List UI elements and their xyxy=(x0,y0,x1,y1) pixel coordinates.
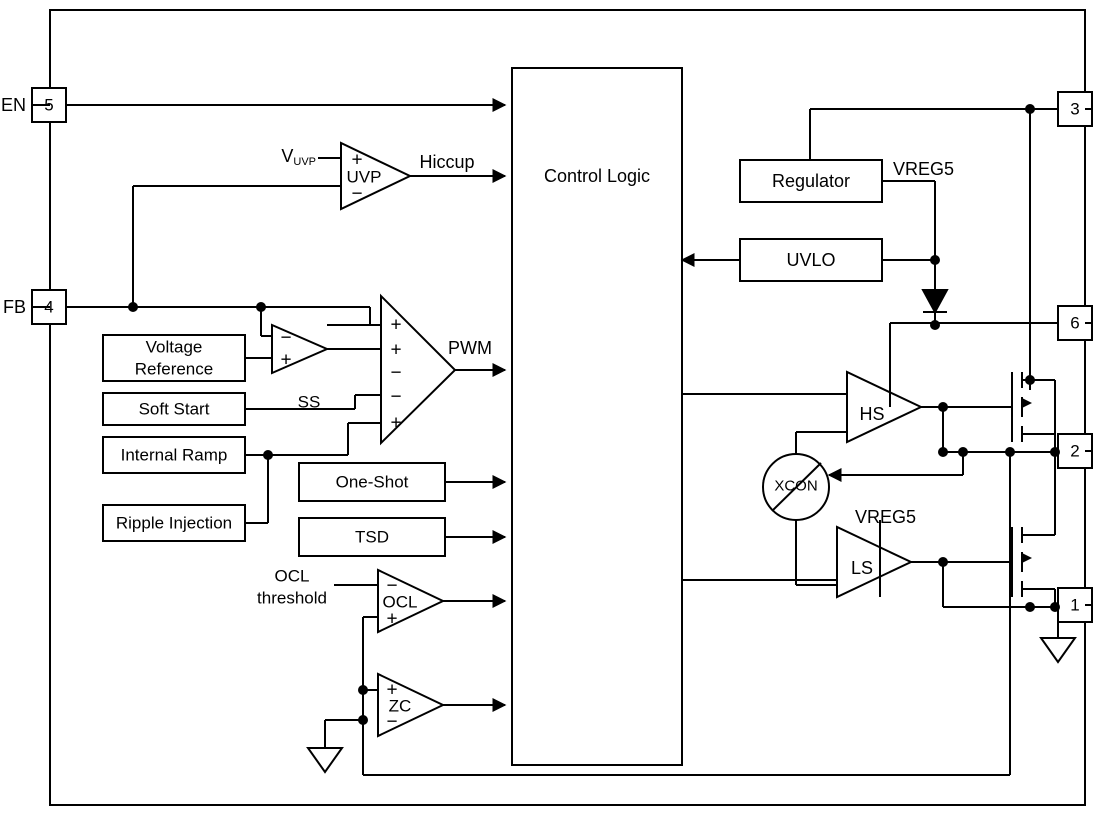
junction-vin xyxy=(1025,104,1035,114)
pin-label-en: EN xyxy=(0,94,26,115)
one-shot-label: One-Shot xyxy=(335,472,409,492)
pwm-plus-1: + xyxy=(390,314,402,336)
junction-fb xyxy=(128,302,138,312)
voltage-reference-label-line2: Reference xyxy=(134,359,214,379)
vreg5-ls-label: VREG5 xyxy=(855,506,917,527)
ls-label: LS xyxy=(850,557,874,578)
control-logic-label: Control Logic xyxy=(543,165,651,186)
ripple-injection-label: Ripple Injection xyxy=(115,513,233,533)
junction-vreg5-uvlo xyxy=(930,255,940,265)
pin-number-4[interactable]: 4 xyxy=(44,297,54,317)
zc-plus-sign: + xyxy=(386,679,398,701)
zc-label: ZC xyxy=(388,696,412,716)
junction-hs-drain xyxy=(1025,375,1035,385)
junction-zc-gnd xyxy=(358,715,368,725)
pwm-label: PWM xyxy=(448,337,492,358)
pin-number-3[interactable]: 3 xyxy=(1070,99,1080,119)
uvp-label: UVP xyxy=(346,167,382,187)
junction-ramp xyxy=(263,450,273,460)
ss-label: SS xyxy=(297,392,321,412)
tsd-label: TSD xyxy=(355,527,389,547)
eamp-plus-sign: + xyxy=(280,349,292,371)
junction-fb-eamp xyxy=(256,302,266,312)
diode-body xyxy=(923,290,947,312)
uvlo-label: UVLO xyxy=(786,249,836,270)
internal-ramp-label: Internal Ramp xyxy=(120,445,228,465)
pin-number-5[interactable]: 5 xyxy=(44,95,54,115)
hs-label: HS xyxy=(859,403,885,424)
pin-label-fb: FB xyxy=(2,296,26,317)
pin-number-1[interactable]: 1 xyxy=(1070,595,1080,615)
ocl-threshold-label-line2: threshold xyxy=(257,588,327,608)
ls-triangle xyxy=(837,527,911,597)
pin-number-2[interactable]: 2 xyxy=(1070,441,1080,461)
ocl-threshold-label-line1: OCL xyxy=(274,566,310,586)
vreg5-regulator-label: VREG5 xyxy=(893,158,955,179)
pwm-plus-3: + xyxy=(390,412,402,434)
eamp-minus-sign: − xyxy=(280,327,292,349)
hs-fet-arrow xyxy=(1022,398,1032,408)
pin-number-6[interactable]: 6 xyxy=(1070,313,1080,333)
junction-ls-source xyxy=(1050,602,1060,612)
pwm-minus-1: − xyxy=(390,362,402,384)
ocl-minus-sign: − xyxy=(386,575,398,597)
hiccup-label: Hiccup xyxy=(419,151,475,172)
ground-symbol-zc xyxy=(308,748,342,772)
vuvp-label: $V_{UVP}$ xyxy=(281,145,316,168)
junction-xcon-sw xyxy=(958,447,968,457)
regulator-label: Regulator xyxy=(771,170,851,191)
zc-minus-sign: − xyxy=(386,711,398,733)
pwm-plus-2: + xyxy=(390,339,402,361)
ls-fet-arrow xyxy=(1022,553,1032,563)
pwm-minus-2: − xyxy=(390,386,402,408)
uvp-minus-sign: − xyxy=(351,183,363,205)
junction-sw-node xyxy=(938,447,948,457)
ocl-plus-sign: + xyxy=(386,608,398,630)
voltage-reference-label-line1: Voltage xyxy=(145,337,203,357)
soft-start-label: Soft Start xyxy=(138,399,210,419)
ground-symbol-out xyxy=(1041,638,1075,662)
junction-boot xyxy=(930,320,940,330)
uvp-plus-sign: + xyxy=(351,149,363,171)
xcon-label: XCON xyxy=(774,477,818,495)
ocl-label: OCL xyxy=(382,592,418,612)
